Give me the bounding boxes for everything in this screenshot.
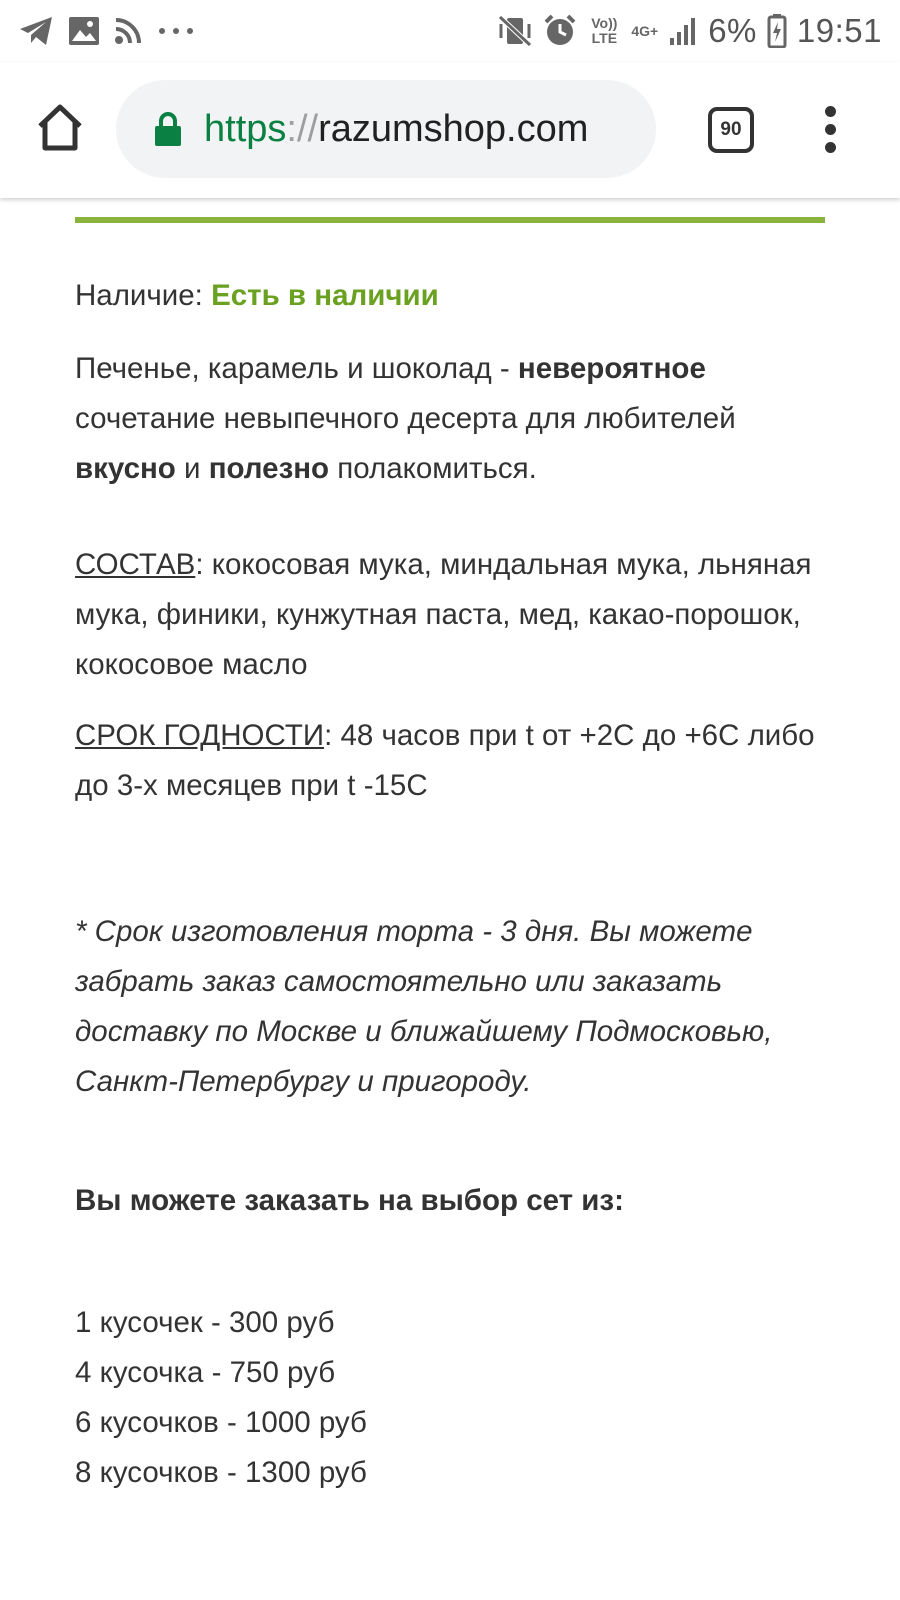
shelf-life — [75, 711, 835, 811]
availability-label: Наличие: — [75, 279, 203, 312]
lock-icon — [154, 112, 182, 146]
browser-toolbar — [0, 62, 900, 198]
description-emphasis: вкусно — [75, 452, 176, 485]
shelf-life-label: СРОК ГОДНОСТИ — [75, 719, 325, 752]
tab-count: 90 — [720, 119, 742, 140]
accent-divider — [75, 217, 825, 223]
url-separator: :// — [286, 107, 319, 150]
price-item: 4 кусочка - 750 руб — [75, 1356, 336, 1389]
clock: 19:51 — [796, 12, 882, 49]
sets-heading: Вы можете заказать на выбор сет из: — [75, 1184, 624, 1217]
availability-status: Есть в наличии — [211, 279, 439, 312]
product-description — [75, 344, 835, 494]
url-host: razumshop.com — [318, 107, 589, 150]
status-bar — [0, 0, 900, 62]
home-button[interactable] — [34, 102, 86, 154]
system-icons — [497, 10, 882, 52]
battery-percent: 6% — [708, 12, 757, 49]
description-emphasis: полезно — [208, 452, 330, 485]
tab-switcher-button[interactable] — [708, 107, 754, 153]
rss-icon — [114, 17, 142, 45]
url-scheme: https — [204, 107, 287, 150]
notification-icons — [18, 12, 196, 50]
description-text: Печенье, карамель и шоколад - — [75, 352, 518, 385]
address-bar[interactable] — [116, 80, 656, 178]
gallery-icon — [68, 16, 100, 46]
description-emphasis: невероятное — [517, 352, 706, 385]
production-note: * Срок изготовления торта - 3 дня. Вы можете забрать заказ самостоятельно или заказать доставку по Москве и ближайшему Подмосковью, Санкт-Петербургу и пригороду. — [75, 915, 773, 1098]
composition-label: СОСТАВ — [75, 548, 196, 581]
telegram-icon — [18, 15, 54, 47]
url-text — [204, 108, 588, 151]
menu-button[interactable] — [818, 106, 842, 154]
price-item: 8 кусочков - 1300 руб — [75, 1456, 367, 1489]
description-text: и — [175, 452, 209, 485]
signal-icon — [668, 16, 698, 46]
volte-indicator: Vo)) LTE — [591, 15, 618, 46]
shelf-life-text: : 48 часов при t от +2С до +6С либо до 3-х месяцев при t -15С — [75, 719, 815, 802]
menu-dot-icon — [825, 142, 836, 153]
home-icon — [34, 102, 86, 154]
description-text: полакомиться. — [329, 452, 537, 485]
price-item: 1 кусочек - 300 руб — [75, 1306, 335, 1339]
battery-charging-icon — [767, 14, 787, 48]
menu-dot-icon — [825, 106, 836, 117]
availability — [75, 271, 835, 321]
alarm-icon — [543, 14, 577, 48]
description-text: сочетание невыпечного десерта для любителей — [75, 402, 736, 435]
composition-text: : кокосовая мука, миндальная мука, льняная мука, финики, кунжутная паста, мед, какао-порошок, кокосовое масло — [75, 548, 812, 681]
more-notifications-icon — [156, 26, 196, 36]
mute-vibrate-icon — [497, 14, 533, 48]
composition — [75, 540, 835, 690]
menu-dot-icon — [825, 124, 836, 135]
price-item: 6 кусочков - 1000 руб — [75, 1406, 367, 1439]
price-list — [75, 1298, 835, 1498]
network-type-indicator: 4G+ — [631, 22, 659, 39]
